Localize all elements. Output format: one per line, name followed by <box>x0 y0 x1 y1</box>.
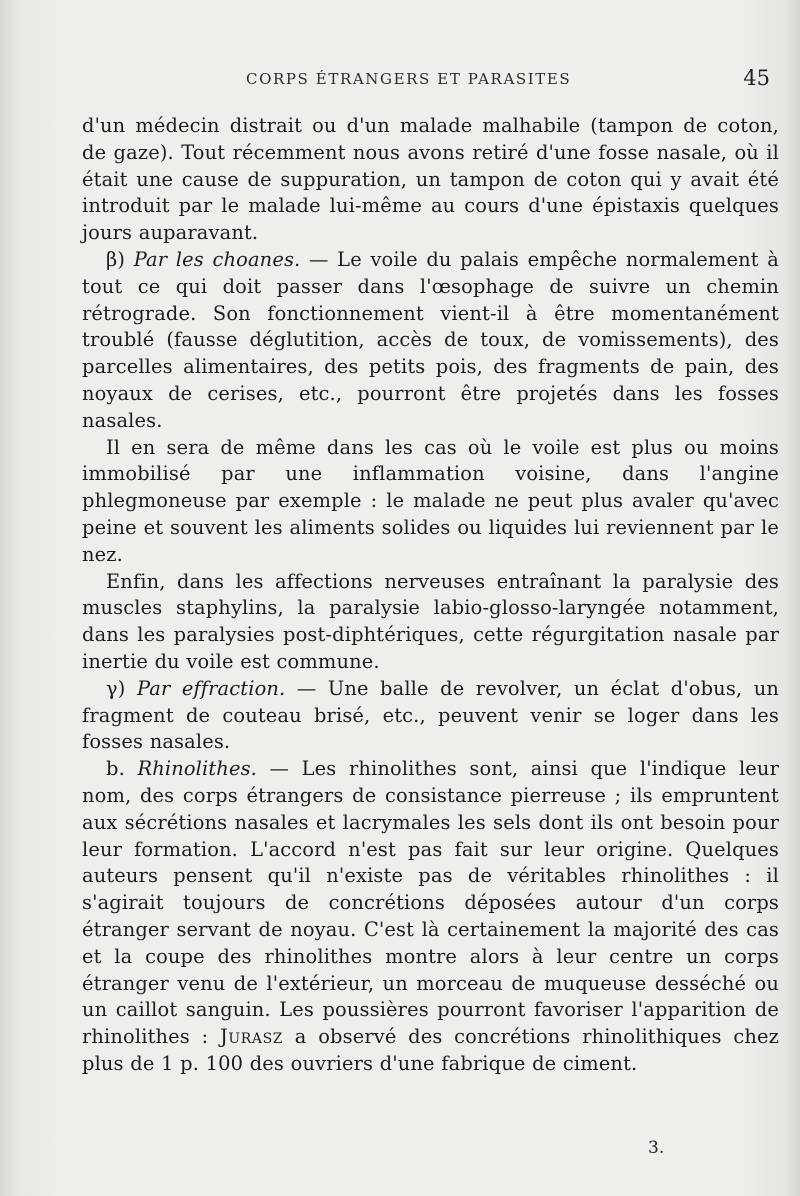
paragraph-text: — Une balle de revolver, un éclat d'obus, un fragment de couteau brisé, etc., peuvent venir se loger dans les fosses nasales. <box>82 676 779 754</box>
paragraph-effraction <box>82 676 779 756</box>
paragraph-text: Enfin, dans les affections nerveuses entraînant la paralysie des muscles staphylins, la paralysie labio-glosso-laryngée notamment, dans les paralysies post-diphtériques, cette régurgitation nasale par inertie du voile est commune. <box>82 569 779 673</box>
paragraph-rhinolithes <box>82 756 779 1078</box>
paragraph-text: — Le voile du palais empêche normalement à tout ce qui doit passer dans l'œsophage de suivre un chemin rétrograde. Son fonctionnement vient-il à être momentanément troublé (fausse déglutition, accès de toux, de vomissements), des parcelles alimentaires, des petits pois, des fragments de pain, des noyaux de cerises, etc., pourront être projetés dans les fosses nasales. <box>82 247 779 432</box>
paragraph-text: a observé des concrétions rhinolithiques chez plus de 1 p. 100 des ouvriers d'une fabrique de ciment. <box>82 1025 779 1075</box>
running-title: CORPS ÉTRANGERS ET PARASITES <box>246 70 572 88</box>
paragraph-text: d'un médecin distrait ou d'un malade malhabile (tampon de coton, de gaze). Tout récemment nous avons retiré d'une fosse nasale, où il était une cause de suppuration, un tampon de coton qui y avait été introduit par le malade lui-même au cours d'une épistaxis quelques jours auparavant. <box>82 114 779 245</box>
page-number: 45 <box>743 66 770 90</box>
paragraph-choanes <box>82 247 779 435</box>
section-title-effraction: Par effraction. <box>136 676 286 700</box>
body-text <box>82 113 779 1078</box>
paragraph-voile-immobilise <box>82 435 779 569</box>
item-marker: γ) <box>106 676 126 700</box>
paragraph-text: Il en sera de même dans les cas où le voile est plus ou moins immobilisé par une inflammation voisine, dans l'angine phlegmoneuse par exemple : le malade ne peut plus avaler qu'avec peine et souvent les aliments solides ou liquides lui reviennent par le nez. <box>82 435 779 566</box>
page-header <box>0 66 800 96</box>
section-title-rhinolithes: Rhinolithes. <box>137 757 257 781</box>
section-title-choanes: Par les choanes. <box>133 247 301 271</box>
author-name: Jurasz <box>219 1025 284 1049</box>
paragraph-paralysie <box>82 569 779 676</box>
item-marker: β) <box>106 247 126 271</box>
signature-mark: 3. <box>648 1138 665 1158</box>
paragraph-tampon <box>82 113 779 247</box>
paragraph-text: — Les rhinolithes sont, ainsi que l'indique leur nom, des corps étrangers de consistance pierreuse ; ils empruntent aux sécrétions nasales et lacrymales les sels dont ils ont besoin pour leur formation. L'accord n'est pas fait sur leur origine. Quelques auteurs pensent qu'il n'existe pas de véritables rhinolithes : il s'agirait toujours de concrétions déposées autour d'un corps étranger servant de noyau. C'est là certainement la majorité des cas et la coupe des rhinolithes montre alors à leur centre un corps étranger venu de l'extérieur, un morceau de muqueuse desséché ou un caillot sanguin. Les poussières pourront favoriser l'apparition de rhinolithes : <box>82 757 779 1049</box>
item-marker: b. <box>106 757 125 781</box>
